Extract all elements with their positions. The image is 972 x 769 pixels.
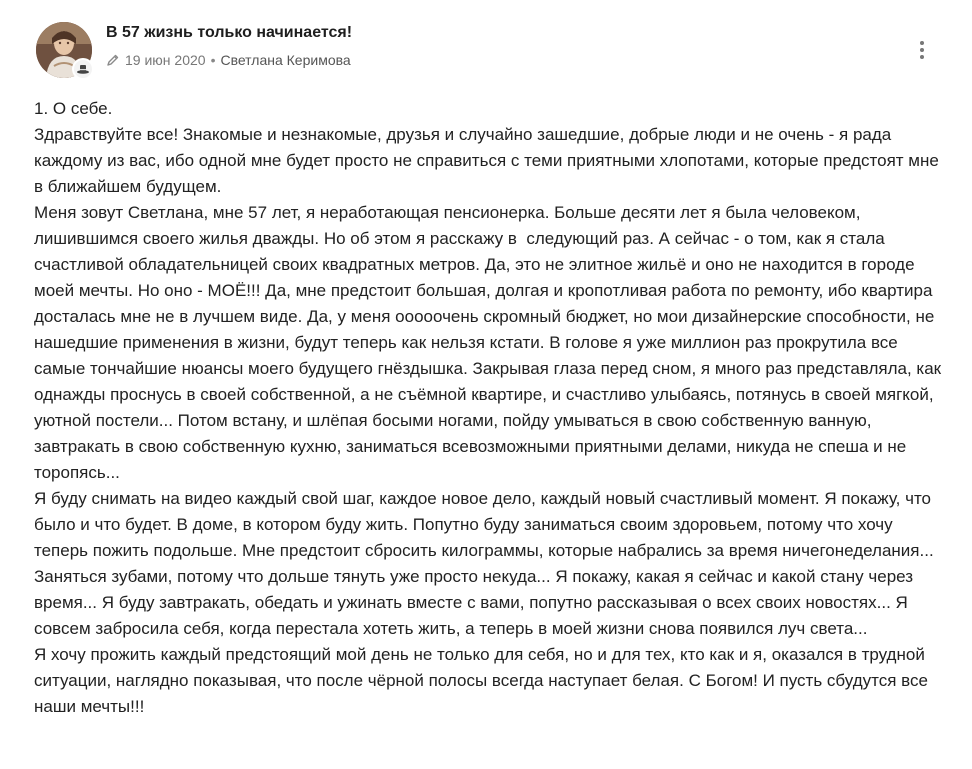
post-header	[36, 22, 936, 82]
post-meta	[106, 52, 351, 68]
article-paragraph: 1. О себе.	[34, 99, 113, 118]
post-title[interactable]: В 57 жизнь только начинается!	[106, 24, 353, 41]
article-paragraph: Меня зовут Светлана, мне 57 лет, я неработающая пенсионерка. Больше десяти лет я была человеком, лишившимся своего жилья дважды. Но об этом я расскажу в следующий раз. А сейчас - о том, как я стала счастливой обладательницей своих квадратных метров. Да, это не элитное жильё и оно не находится в городе моей мечты. Но оно - МОЁ!!! Да, мне предстоит большая, долгая и кропотливая работа по ремонту, ибо квартира досталась мне не в лучшем виде. Да, у меня ооооочень скромный бюджет, но мои дизайнерские способности, не нашедшие применения в жизни, будут теперь как нельзя кстати. В голове я уже миллион раз прокрутила все самые тончайшие нюансы моего будущего гнёздышка. Закрывая глаза перед сном, я много раз представляла, как однажды проснусь в своей собственной, а не съёмной квартире, и счастливо улыбаясь, потянусь в своей мягкой, уютной постели... Потом встану, и шлёпая босыми ногами, пойду умываться в свою собственную ванную, завтракать в свою собственную кухню, заниматься всевозможными приятными делами, никуда не спеша и не торопясь...	[34, 203, 946, 482]
post-date: 19 июн 2020	[125, 52, 206, 68]
menu-dot	[920, 41, 924, 45]
article-paragraph: Я хочу прожить каждый предстоящий мой день не только для себя, но и для тех, кто как и я, оказался в трудной ситуации, наглядно показывая, что после чёрной полосы всегда наступает белая. С Богом! И пусть сбудутся все наши мечты!!!	[34, 645, 933, 716]
hat-badge-icon	[72, 58, 94, 80]
article-paragraph: Здравствуйте все! Знакомые и незнакомые, друзья и случайно зашедшие, добрые люди и не очень - я рада каждому из вас, ибо одной мне будет просто не справиться с теми приятными хлопотами, которые предстоят мне в ближайшем будущем.	[34, 125, 944, 196]
menu-dot	[920, 48, 924, 52]
author-link[interactable]: Светлана Керимова	[220, 52, 351, 68]
meta-separator: •	[210, 52, 216, 68]
more-vertical-icon[interactable]	[910, 38, 934, 62]
article-body	[34, 96, 949, 720]
menu-dot	[920, 55, 924, 59]
pencil-icon	[106, 53, 120, 67]
article-paragraph: Я буду снимать на видео каждый свой шаг, каждое новое дело, каждый новый счастливый момент. Я покажу, что было и что будет. В доме, в котором буду жить. Попутно буду заниматься своим здоровьем, потому что хочу теперь пожить подольше. Мне предстоит сбросить килограммы, которые набрались за время ничегонеделания... Заняться зубами, потому что дольше тянуть уже просто некуда... Я покажу, какая я сейчас и какой стану через время... Я буду завтракать, обедать и ужинать вместе с вами, попутно рассказывая о всех своих новостях... Я совсем забросила себя, когда перестала хотеть жить, а теперь в моей жизни снова появился луч света...	[34, 489, 939, 638]
